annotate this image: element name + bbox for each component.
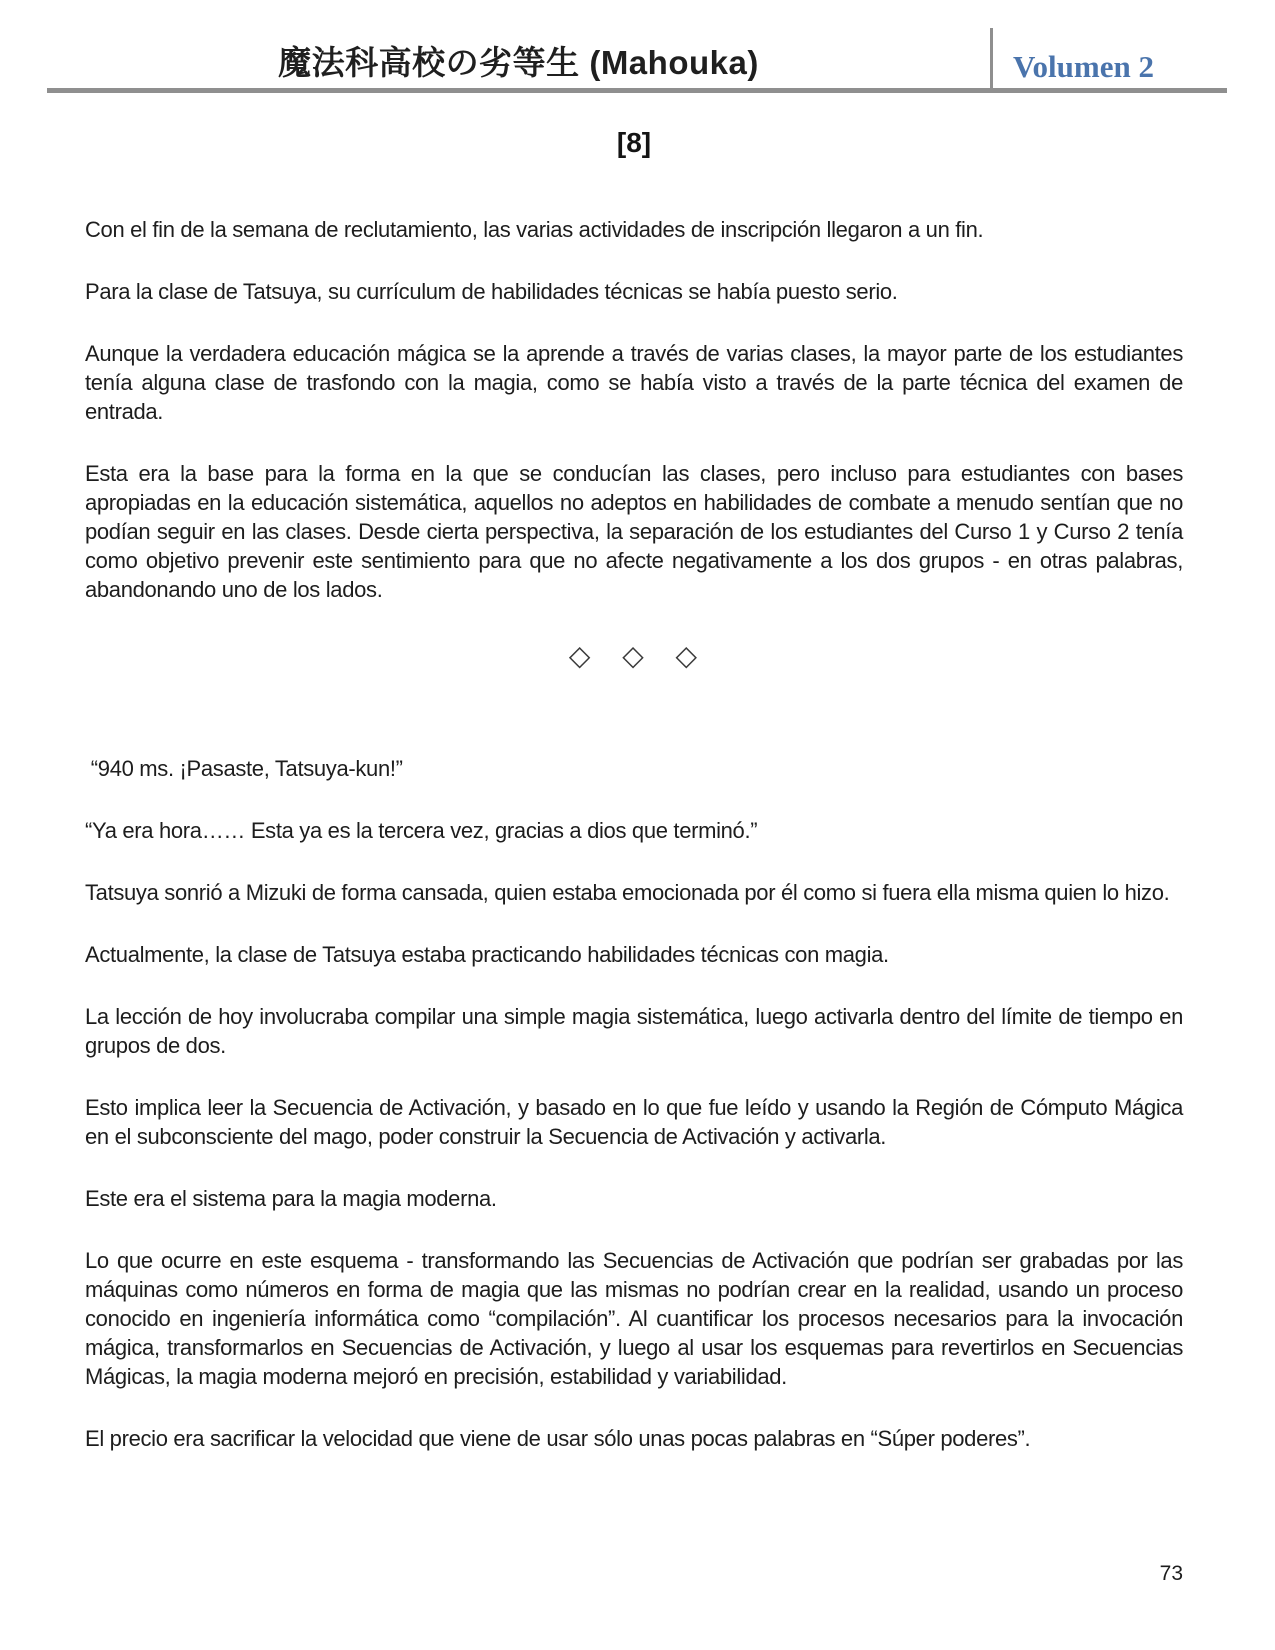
paragraph: Lo que ocurre en este esquema - transformando las Secuencias de Activación que podrían ser grabadas por las máquinas como números en forma de magia que las mismas no podrían crear en la realidad, usando un proceso conocido en ingeniería informática como “compilación”. Al cuantificar los procesos necesarios para la invocación mágica, transformarlos en Secuencias de Activación, y luego al usar los esquemas para revertirlos en Secuencias Mágicas, la magia moderna mejoró en precisión, estabilidad y variabilidad. <box>85 1248 1183 1389</box>
paragraph: Este era el sistema para la magia moderna. <box>85 1186 497 1211</box>
paragraph: Esto implica leer la Secuencia de Activación, y basado en lo que fue leído y usando la Región de Cómputo Mágica en el subconsciente del mago, poder construir la Secuencia de Activación y activarla. <box>85 1095 1183 1149</box>
book-title: 魔法科高校の劣等生 (Mahouka) <box>278 44 759 81</box>
header-title-area <box>47 46 990 88</box>
chapter-heading: [8] <box>616 127 652 158</box>
header-volume-area <box>993 51 1227 88</box>
page-body <box>85 125 1183 1486</box>
paragraph: Aunque la verdadera educación mágica se la aprende a través de varias clases, la mayor parte de los estudiantes tenía alguna clase de trasfondo con la magia, como se había visto a través de la parte técnica del examen de entrada. <box>85 341 1183 424</box>
volume-label: Volumen 2 <box>1013 49 1154 84</box>
scene-break-diamonds: ◇ ◇ ◇ <box>568 640 700 671</box>
page-header <box>47 0 1227 93</box>
paragraph: La lección de hoy involucraba compilar una simple magia sistemática, luego activarla dentro del límite de tiempo en grupos de dos. <box>85 1004 1183 1058</box>
paragraph-dialogue: “940 ms. ¡Pasaste, Tatsuya-kun!” <box>85 756 403 781</box>
paragraph: El precio era sacrificar la velocidad que viene de usar sólo unas pocas palabras en “Súper poderes”. <box>85 1426 1031 1451</box>
paragraph: Esta era la base para la forma en la que se conducían las clases, pero incluso para estudiantes con bases apropiadas en la educación sistemática, aquellos no adeptos en habilidades de combate a menudo sentían que no podían seguir en las clases. Desde cierta perspectiva, la separación de los estudiantes del Curso 1 y Curso 2 tenía como objetivo prevenir este sentimiento para que no afecte negativamente a los dos grupos - en otras palabras, abandonando uno de los lados. <box>85 461 1183 602</box>
paragraph-dialogue: “Ya era hora…… Esta ya es la tercera vez, gracias a dios que terminó.” <box>85 818 758 843</box>
paragraph: Actualmente, la clase de Tatsuya estaba practicando habilidades técnicas con magia. <box>85 942 889 967</box>
paragraph: Con el fin de la semana de reclutamiento, las varias actividades de inscripción llegaron a un fin. <box>85 217 984 242</box>
paragraph: Para la clase de Tatsuya, su currículum de habilidades técnicas se había puesto serio. <box>85 279 898 304</box>
page-number: 73 <box>1159 1562 1183 1585</box>
paragraph: Tatsuya sonrió a Mizuki de forma cansada, quien estaba emocionada por él como si fuera ella misma quien lo hizo. <box>85 880 1170 905</box>
